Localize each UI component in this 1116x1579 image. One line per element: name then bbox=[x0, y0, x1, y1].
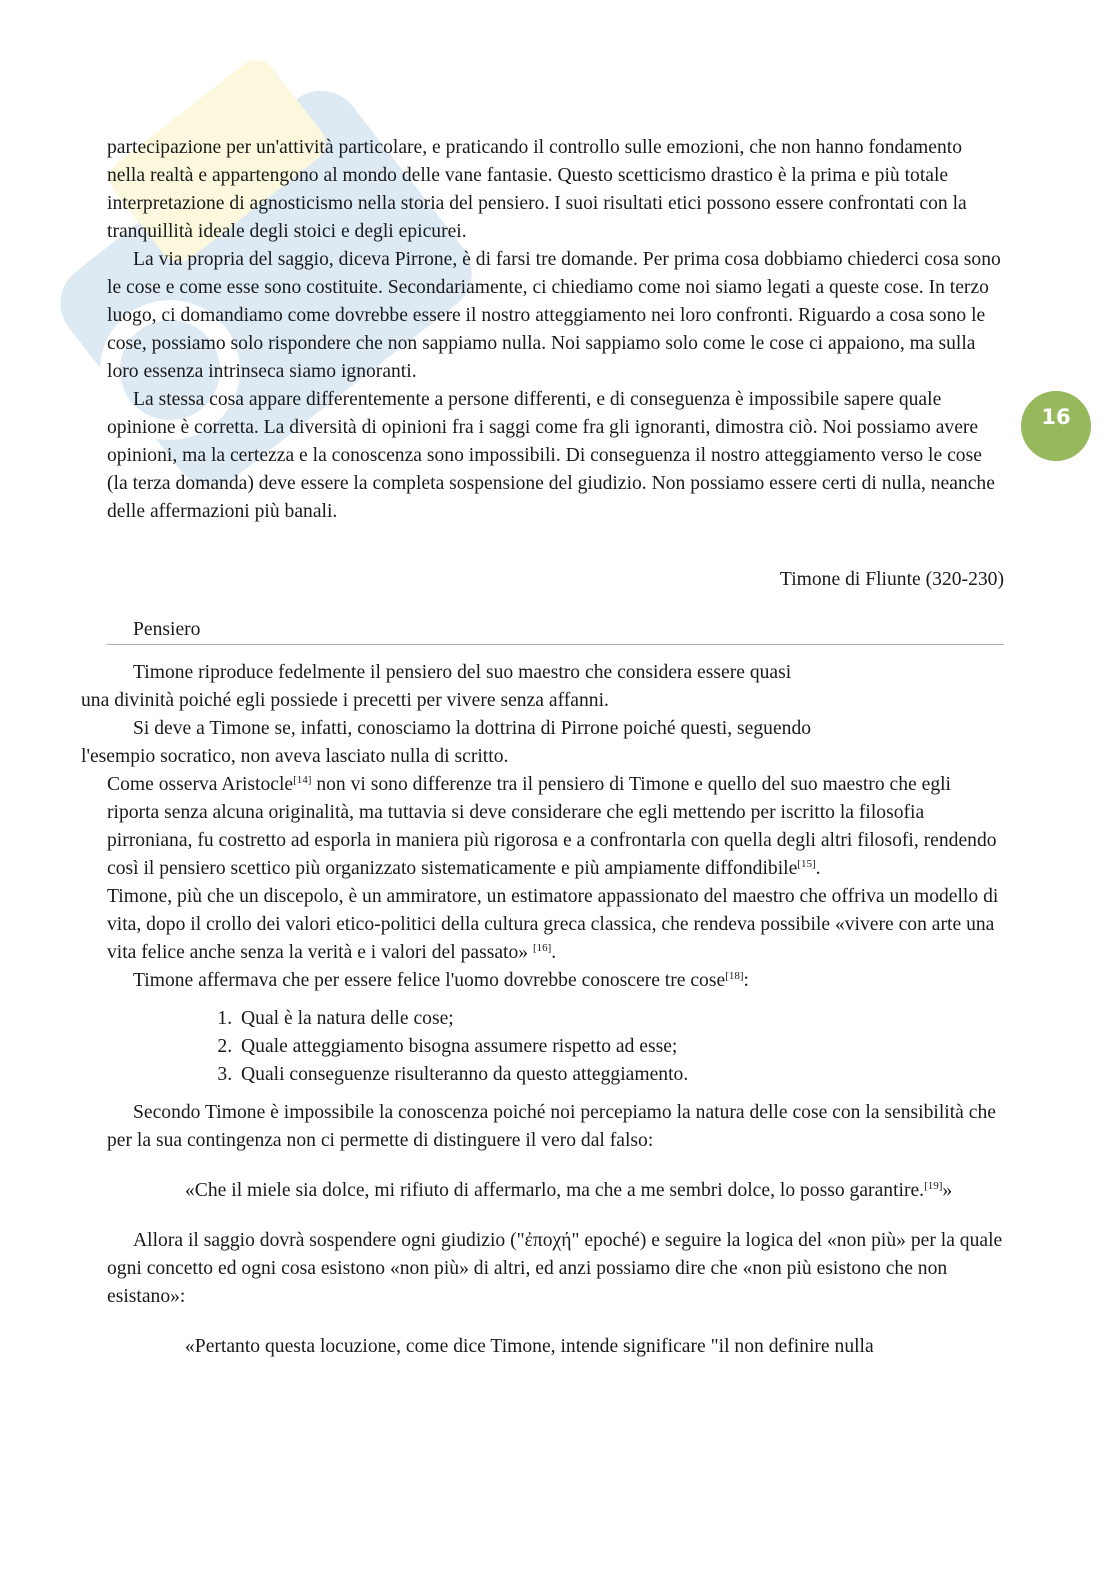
text-segment: Timone affermava che per essere felice l'uomo dovrebbe conoscere tre cose bbox=[133, 970, 726, 991]
text-segment: «Che il miele sia dolce, mi rifiuto di affermarlo, ma che a me sembri dolce, lo posso garantire. bbox=[185, 1180, 925, 1201]
author-heading: Timone di Fliunte (320-230) bbox=[779, 569, 1004, 590]
footnote-ref-19[interactable]: [19] bbox=[924, 1180, 943, 1192]
text-segment: : bbox=[743, 970, 749, 991]
paragraph-riproduce bbox=[81, 659, 1004, 715]
text-segment: » bbox=[942, 1180, 953, 1201]
paragraph-ammiratore bbox=[107, 883, 1004, 967]
text-segment: . bbox=[551, 942, 557, 963]
footnote-ref-18[interactable]: [18] bbox=[725, 970, 744, 982]
footnote-ref-16[interactable]: [16] bbox=[532, 942, 552, 954]
paragraph-secondo-timone: Secondo Timone è impossibile la conoscenza poiché noi percepiamo la natura delle cose con la sensibilità che per la sua contingenza non ci permette di distinguere il vero dal falso: bbox=[107, 1102, 996, 1151]
paragraph-riproduce-line-1: Timone riproduce fedelmente il pensiero del suo maestro che considera essere quasi bbox=[133, 662, 792, 683]
paragraph-allora: Allora il saggio dovrà sospendere ogni giudizio ("ἐποχή" epoché) e seguire la logica del «non più» per la quale ogni concetto ed ogni cosa esistono «non più» di altri, ed anzi possiamo dire che «non più esistono che non esistano»: bbox=[107, 1230, 1003, 1307]
quote-miele bbox=[159, 1177, 1004, 1205]
text-segment: . bbox=[815, 858, 821, 879]
footnote-ref-15[interactable]: [15] bbox=[797, 858, 816, 870]
list-item: 1. Qual è la natura delle cose; bbox=[237, 1005, 1004, 1033]
intro-paragraph: partecipazione per un'attività particolare, e praticando il controllo sulle emozioni, che non hanno fondamento nella realtà e appartengono al mondo delle vane fantasie. Questo scetticismo drastico è la prima e più totale interpretazione di agnosticismo nella storia del pensiero. I suoi risultati etici possono essere confrontati con la tranquillità ideale degli stoici e degli epicurei. bbox=[107, 137, 967, 242]
text-segment: non vi sono differenze tra il pensiero di Timone e quello del suo maestro che egli riporta senza alcuna originalità, ma tuttavia si deve considerare che egli mettendo per iscritto la filosofia pirroniana, fu costretto ad esporla in maniera più rigorosa e a confrontarla con quella degli altri filosofi, rendendo così il pensiero scettico più organizzato sistematicamente e più ampiamente diffondibile bbox=[107, 774, 997, 879]
paragraph-stessa-cosa: La stessa cosa appare differentemente a persone differenti, e di conseguenza è impossibile sapere quale opinione è corretta. La diversità di opinioni fra i saggi come fra gli ignoranti, dimostra ciò. Noi possiamo avere opinioni, ma la certezza e la conoscenza sono impossibili. Di conseguenza il nostro atteggiamento verso le cose (la terza domanda) deve essere la completa sospensione del giudizio. Non possiamo essere certi di nulla, neanche delle affermazioni più banali. bbox=[107, 389, 995, 522]
text-segment: Timone, più che un discepolo, è un ammiratore, un estimatore appassionato del maestro che offriva un modello di vita, dopo il crollo dei valori etico-politici della cultura greca classica, che rendeva possibile «vivere con arte una vita felice anche senza la verità e i valori del passato» bbox=[107, 886, 999, 963]
paragraph-si-deve-line-2: l'esempio socratico, non aveva lasciato nulla di scritto. bbox=[81, 746, 509, 767]
paragraph-si-deve bbox=[81, 715, 1004, 771]
document-body bbox=[81, 134, 1004, 1383]
text-segment: Come osserva Aristocle bbox=[107, 774, 294, 795]
section-heading-pensiero: Pensiero bbox=[107, 616, 1004, 645]
paragraph-riproduce-line-2: una divinità poiché egli possiede i precetti per vivere senza affanni. bbox=[81, 690, 609, 711]
paragraph-affermava bbox=[107, 967, 1004, 995]
footnote-ref-14[interactable]: [14] bbox=[293, 774, 312, 786]
page-number-badge: 16 bbox=[1021, 391, 1091, 461]
list-item: 2. Quale atteggiamento bisogna assumere rispetto ad esse; bbox=[237, 1033, 1004, 1061]
quote-pertanto: «Pertanto questa locuzione, come dice Timone, intende significare "il non definire nulla bbox=[185, 1336, 874, 1357]
three-things-list bbox=[107, 1005, 1004, 1089]
paragraph-aristocle bbox=[107, 771, 1004, 883]
paragraph-via-del-saggio: La via propria del saggio, diceva Pirrone, è di farsi tre domande. Per prima cosa dobbiamo chiederci cosa sono le cose e come esse sono costituite. Secondariamente, ci chiediamo come noi siamo legati a queste cose. In terzo luogo, ci domandiamo come dovrebbe essere il nostro atteggiamento nei loro confronti. Riguardo a cosa sono le cose, possiamo solo rispondere che non sappiamo nulla. Noi sappiamo solo come le cose ci appaiono, ma sulla loro essenza intrinseca siamo ignoranti. bbox=[107, 249, 1001, 382]
list-item: 3. Quali conseguenze risulteranno da questo atteggiamento. bbox=[237, 1061, 1004, 1089]
paragraph-si-deve-line-1: Si deve a Timone se, infatti, conosciamo la dottrina di Pirrone poiché questi, seguendo bbox=[133, 718, 812, 739]
